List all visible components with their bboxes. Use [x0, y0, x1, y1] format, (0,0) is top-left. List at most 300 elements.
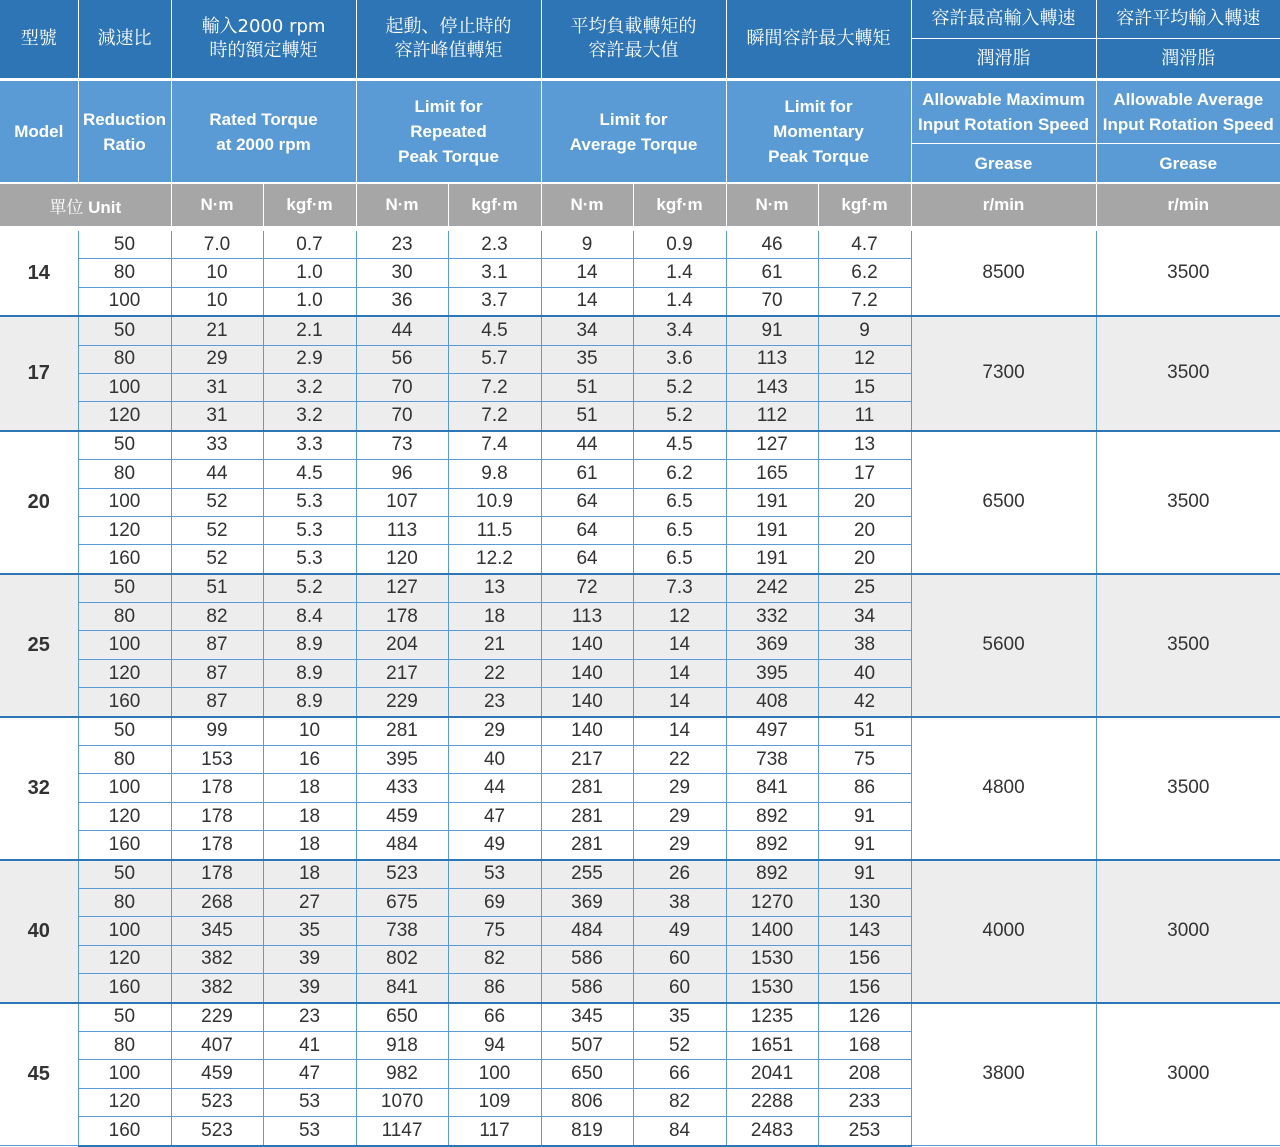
table-cell: 191	[726, 488, 818, 516]
table-cell: 12.2	[448, 545, 541, 574]
table-cell: 87	[171, 631, 263, 659]
en-avg-speed-header: Allowable Average Input Rotation Speed	[1096, 80, 1280, 144]
table-cell: 23	[263, 1003, 356, 1032]
unit-avg-speed: r/min	[1096, 183, 1280, 229]
unit-momentary-kgfm: kgf·m	[818, 183, 911, 229]
table-row	[0, 1003, 1280, 1032]
table-cell: 50	[78, 717, 171, 746]
max-speed-cell: 7300	[911, 316, 1096, 431]
table-cell: 86	[448, 974, 541, 1003]
table-cell: 47	[263, 1060, 356, 1088]
table-cell: 408	[726, 688, 818, 717]
table-cell: 52	[171, 545, 263, 574]
table-cell: 80	[78, 1031, 171, 1059]
table-cell: 586	[541, 974, 633, 1003]
table-cell: 918	[356, 1031, 448, 1059]
table-cell: 841	[726, 774, 818, 802]
table-cell: 497	[726, 717, 818, 746]
table-cell: 117	[448, 1117, 541, 1146]
table-cell: 178	[356, 603, 448, 631]
table-cell: 25	[818, 574, 911, 603]
avg-speed-cell: 3000	[1096, 860, 1280, 1003]
table-cell: 18	[263, 774, 356, 802]
en-grease-max: Grease	[911, 144, 1096, 184]
table-cell: 66	[633, 1060, 726, 1088]
table-cell: 15	[818, 373, 911, 401]
table-cell: 100	[78, 488, 171, 516]
unit-momentary-nm: N·m	[726, 183, 818, 229]
table-cell: 2288	[726, 1088, 818, 1116]
table-cell: 281	[541, 774, 633, 802]
table-cell: 7.2	[448, 373, 541, 401]
table-cell: 120	[78, 659, 171, 687]
table-cell: 13	[818, 431, 911, 460]
model-group	[0, 229, 1280, 317]
table-cell: 33	[171, 431, 263, 460]
table-cell: 34	[818, 603, 911, 631]
table-cell: 47	[448, 802, 541, 830]
zh-average-torque-header: 平均負載轉矩的 容許最大值	[541, 0, 726, 80]
table-cell: 5.2	[263, 574, 356, 603]
table-cell: 73	[356, 431, 448, 460]
table-cell: 127	[726, 431, 818, 460]
table-cell: 100	[78, 1060, 171, 1088]
table-cell: 1.4	[633, 259, 726, 287]
table-cell: 523	[171, 1088, 263, 1116]
table-cell: 70	[726, 287, 818, 316]
table-cell: 229	[171, 1003, 263, 1032]
table-cell: 140	[541, 717, 633, 746]
model-cell: 14	[0, 229, 78, 317]
table-cell: 6.5	[633, 516, 726, 544]
table-cell: 18	[263, 831, 356, 860]
table-cell: 113	[356, 516, 448, 544]
table-cell: 18	[263, 802, 356, 830]
table-cell: 82	[448, 945, 541, 973]
table-cell: 30	[356, 259, 448, 287]
table-cell: 91	[818, 831, 911, 860]
table-row	[0, 316, 1280, 345]
table-cell: 806	[541, 1088, 633, 1116]
table-cell: 1530	[726, 945, 818, 973]
table-cell: 50	[78, 1003, 171, 1032]
en-grease-avg: Grease	[1096, 144, 1280, 184]
table-cell: 160	[78, 1117, 171, 1146]
table-cell: 100	[78, 631, 171, 659]
table-cell: 80	[78, 460, 171, 488]
table-cell: 459	[356, 802, 448, 830]
max-speed-cell: 3800	[911, 1003, 1096, 1146]
table-cell: 50	[78, 316, 171, 345]
table-cell: 36	[356, 287, 448, 316]
table-cell: 6.5	[633, 545, 726, 574]
table-cell: 75	[448, 917, 541, 945]
table-cell: 369	[726, 631, 818, 659]
table-cell: 51	[541, 373, 633, 401]
table-row	[0, 574, 1280, 603]
table-cell: 17	[818, 460, 911, 488]
table-cell: 523	[356, 860, 448, 889]
table-cell: 7.3	[633, 574, 726, 603]
model-cell: 20	[0, 431, 78, 574]
zh-avg-speed-header: 容許平均輸入轉速	[1096, 0, 1280, 39]
table-cell: 82	[171, 603, 263, 631]
table-cell: 738	[726, 746, 818, 774]
table-cell: 16	[263, 746, 356, 774]
table-cell: 178	[171, 802, 263, 830]
model-group	[0, 431, 1280, 574]
en-momentary-torque-header: Limit for Momentary Peak Torque	[726, 80, 911, 184]
table-cell: 738	[356, 917, 448, 945]
en-peak-torque-header: Limit for Repeated Peak Torque	[356, 80, 541, 184]
table-cell: 100	[78, 373, 171, 401]
table-cell: 120	[78, 802, 171, 830]
table-cell: 5.3	[263, 545, 356, 574]
table-cell: 12	[818, 345, 911, 373]
table-cell: 586	[541, 945, 633, 973]
table-cell: 5.2	[633, 402, 726, 431]
table-cell: 1270	[726, 888, 818, 916]
table-cell: 12	[633, 603, 726, 631]
table-cell: 10	[171, 259, 263, 287]
zh-grease-max: 潤滑脂	[911, 39, 1096, 80]
table-cell: 91	[726, 316, 818, 345]
table-cell: 3.1	[448, 259, 541, 287]
table-cell: 281	[541, 802, 633, 830]
table-cell: 23	[448, 688, 541, 717]
table-cell: 80	[78, 603, 171, 631]
max-speed-cell: 4800	[911, 717, 1096, 860]
table-cell: 41	[263, 1031, 356, 1059]
table-cell: 5.3	[263, 488, 356, 516]
table-cell: 42	[818, 688, 911, 717]
table-cell: 802	[356, 945, 448, 973]
table-cell: 52	[171, 488, 263, 516]
table-cell: 160	[78, 831, 171, 860]
table-cell: 9	[541, 229, 633, 259]
table-cell: 1651	[726, 1031, 818, 1059]
table-cell: 29	[171, 345, 263, 373]
table-cell: 14	[633, 659, 726, 687]
unit-label: 單位 Unit	[0, 183, 171, 229]
unit-peak-kgfm: kgf·m	[448, 183, 541, 229]
table-cell: 40	[448, 746, 541, 774]
table-cell: 29	[448, 717, 541, 746]
table-cell: 69	[448, 888, 541, 916]
table-cell: 31	[171, 373, 263, 401]
max-speed-cell: 4000	[911, 860, 1096, 1003]
table-cell: 113	[541, 603, 633, 631]
table-cell: 20	[818, 516, 911, 544]
table-cell: 18	[448, 603, 541, 631]
table-cell: 3.6	[633, 345, 726, 373]
table-cell: 242	[726, 574, 818, 603]
table-cell: 7.0	[171, 229, 263, 259]
table-cell: 1147	[356, 1117, 448, 1146]
table-cell: 50	[78, 229, 171, 259]
table-cell: 26	[633, 860, 726, 889]
table-cell: 892	[726, 831, 818, 860]
table-cell: 3.3	[263, 431, 356, 460]
table-cell: 61	[726, 259, 818, 287]
table-cell: 5.7	[448, 345, 541, 373]
table-cell: 64	[541, 545, 633, 574]
zh-rated-torque-header: 輸入2000 rpm 時的額定轉矩	[171, 0, 356, 80]
table-cell: 80	[78, 259, 171, 287]
table-cell: 650	[541, 1060, 633, 1088]
table-cell: 407	[171, 1031, 263, 1059]
table-cell: 143	[726, 373, 818, 401]
table-cell: 4.7	[818, 229, 911, 259]
model-cell: 25	[0, 574, 78, 717]
model-group	[0, 717, 1280, 860]
zh-ratio-header: 減速比	[78, 0, 171, 80]
table-cell: 100	[78, 287, 171, 316]
table-cell: 1.4	[633, 287, 726, 316]
table-cell: 21	[171, 316, 263, 345]
table-cell: 10	[263, 717, 356, 746]
table-cell: 2.9	[263, 345, 356, 373]
avg-speed-cell: 3500	[1096, 431, 1280, 574]
table-cell: 91	[818, 802, 911, 830]
table-cell: 160	[78, 545, 171, 574]
table-cell: 107	[356, 488, 448, 516]
en-max-speed-header: Allowable Maximum Input Rotation Speed	[911, 80, 1096, 144]
table-cell: 120	[356, 545, 448, 574]
table-cell: 60	[633, 974, 726, 1003]
table-cell: 13	[448, 574, 541, 603]
table-cell: 4.5	[633, 431, 726, 460]
table-cell: 156	[818, 945, 911, 973]
zh-momentary-torque-header: 瞬間容許最大轉矩	[726, 0, 911, 80]
table-cell: 153	[171, 746, 263, 774]
unit-avg-kgfm: kgf·m	[633, 183, 726, 229]
table-cell: 160	[78, 688, 171, 717]
unit-rated-kgfm: kgf·m	[263, 183, 356, 229]
table-cell: 56	[356, 345, 448, 373]
table-cell: 14	[633, 717, 726, 746]
table-cell: 44	[171, 460, 263, 488]
table-cell: 72	[541, 574, 633, 603]
table-cell: 1400	[726, 917, 818, 945]
table-cell: 178	[171, 831, 263, 860]
table-row	[0, 431, 1280, 460]
table-cell: 130	[818, 888, 911, 916]
table-cell: 8.9	[263, 631, 356, 659]
table-cell: 208	[818, 1060, 911, 1088]
unit-max-speed: r/min	[911, 183, 1096, 229]
table-cell: 44	[448, 774, 541, 802]
table-cell: 1.0	[263, 259, 356, 287]
table-cell: 982	[356, 1060, 448, 1088]
table-cell: 84	[633, 1117, 726, 1146]
table-cell: 99	[171, 717, 263, 746]
avg-speed-cell: 3500	[1096, 316, 1280, 431]
table-cell: 31	[171, 402, 263, 431]
table-cell: 52	[633, 1031, 726, 1059]
table-cell: 120	[78, 402, 171, 431]
table-cell: 120	[78, 516, 171, 544]
table-cell: 395	[356, 746, 448, 774]
table-cell: 9	[818, 316, 911, 345]
table-cell: 382	[171, 945, 263, 973]
table-cell: 140	[541, 688, 633, 717]
unit-peak-nm: N·m	[356, 183, 448, 229]
table-cell: 191	[726, 545, 818, 574]
table-cell: 66	[448, 1003, 541, 1032]
table-cell: 345	[171, 917, 263, 945]
table-cell: 7.2	[818, 287, 911, 316]
table-cell: 2.1	[263, 316, 356, 345]
model-group	[0, 574, 1280, 717]
table-cell: 11.5	[448, 516, 541, 544]
table-cell: 4.5	[448, 316, 541, 345]
table-cell: 109	[448, 1088, 541, 1116]
zh-peak-torque-header: 起動、停止時的 容許峰值轉矩	[356, 0, 541, 80]
table-cell: 507	[541, 1031, 633, 1059]
table-cell: 268	[171, 888, 263, 916]
en-model-header: Model	[0, 80, 78, 184]
table-cell: 433	[356, 774, 448, 802]
table-cell: 50	[78, 860, 171, 889]
model-group	[0, 860, 1280, 1003]
table-cell: 8.9	[263, 659, 356, 687]
table-cell: 892	[726, 802, 818, 830]
table-cell: 3.2	[263, 402, 356, 431]
en-average-torque-header: Limit for Average Torque	[541, 80, 726, 184]
table-cell: 120	[78, 1088, 171, 1116]
table-cell: 2483	[726, 1117, 818, 1146]
table-row	[0, 229, 1280, 259]
zh-header-row	[0, 0, 1280, 39]
table-cell: 100	[78, 774, 171, 802]
model-cell: 32	[0, 717, 78, 860]
table-cell: 0.9	[633, 229, 726, 259]
table-cell: 0.7	[263, 229, 356, 259]
table-cell: 50	[78, 574, 171, 603]
table-cell: 60	[633, 945, 726, 973]
table-cell: 5.3	[263, 516, 356, 544]
table-cell: 86	[818, 774, 911, 802]
table-cell: 35	[541, 345, 633, 373]
table-cell: 841	[356, 974, 448, 1003]
table-cell: 22	[448, 659, 541, 687]
table-cell: 2041	[726, 1060, 818, 1088]
en-ratio-header: Reduction Ratio	[78, 80, 171, 184]
table-cell: 80	[78, 746, 171, 774]
table-cell: 156	[818, 974, 911, 1003]
table-cell: 87	[171, 659, 263, 687]
table-cell: 3.7	[448, 287, 541, 316]
model-cell: 17	[0, 316, 78, 431]
table-cell: 50	[78, 431, 171, 460]
table-cell: 46	[726, 229, 818, 259]
table-cell: 8.4	[263, 603, 356, 631]
zh-max-speed-header: 容許最高輸入轉速	[911, 0, 1096, 39]
table-cell: 44	[541, 431, 633, 460]
table-cell: 29	[633, 774, 726, 802]
max-speed-cell: 8500	[911, 229, 1096, 317]
table-cell: 35	[633, 1003, 726, 1032]
table-cell: 14	[633, 688, 726, 717]
table-cell: 22	[633, 746, 726, 774]
table-cell: 459	[171, 1060, 263, 1088]
en-rated-torque-header: Rated Torque at 2000 rpm	[171, 80, 356, 184]
table-cell: 892	[726, 860, 818, 889]
table-cell: 281	[541, 831, 633, 860]
table-cell: 70	[356, 402, 448, 431]
table-cell: 23	[356, 229, 448, 259]
table-cell: 100	[448, 1060, 541, 1088]
model-group	[0, 1003, 1280, 1146]
table-cell: 8.9	[263, 688, 356, 717]
table-cell: 39	[263, 945, 356, 973]
avg-speed-cell: 3500	[1096, 717, 1280, 860]
avg-speed-cell: 3000	[1096, 1003, 1280, 1146]
table-cell: 34	[541, 316, 633, 345]
table-cell: 75	[818, 746, 911, 774]
table-cell: 87	[171, 688, 263, 717]
table-cell: 14	[633, 631, 726, 659]
table-cell: 61	[541, 460, 633, 488]
table-cell: 204	[356, 631, 448, 659]
table-cell: 53	[263, 1088, 356, 1116]
avg-speed-cell: 3500	[1096, 229, 1280, 317]
table-cell: 27	[263, 888, 356, 916]
model-group	[0, 316, 1280, 431]
table-cell: 675	[356, 888, 448, 916]
table-cell: 126	[818, 1003, 911, 1032]
table-cell: 382	[171, 974, 263, 1003]
table-cell: 7.2	[448, 402, 541, 431]
table-cell: 168	[818, 1031, 911, 1059]
table-cell: 94	[448, 1031, 541, 1059]
table-cell: 9.8	[448, 460, 541, 488]
table-cell: 11	[818, 402, 911, 431]
table-cell: 64	[541, 516, 633, 544]
table-cell: 20	[818, 545, 911, 574]
table-cell: 217	[356, 659, 448, 687]
table-cell: 143	[818, 917, 911, 945]
table-cell: 484	[356, 831, 448, 860]
max-speed-cell: 6500	[911, 431, 1096, 574]
table-cell: 14	[541, 259, 633, 287]
table-cell: 82	[633, 1088, 726, 1116]
table-cell: 18	[263, 860, 356, 889]
table-cell: 40	[818, 659, 911, 687]
unit-row	[0, 183, 1280, 229]
table-cell: 6.5	[633, 488, 726, 516]
table-cell: 44	[356, 316, 448, 345]
table-cell: 1070	[356, 1088, 448, 1116]
table-cell: 484	[541, 917, 633, 945]
zh-grease-avg: 潤滑脂	[1096, 39, 1280, 80]
table-cell: 52	[171, 516, 263, 544]
table-cell: 191	[726, 516, 818, 544]
table-cell: 6.2	[818, 259, 911, 287]
table-cell: 21	[448, 631, 541, 659]
table-cell: 51	[171, 574, 263, 603]
table-cell: 10.9	[448, 488, 541, 516]
model-cell: 40	[0, 860, 78, 1003]
table-cell: 5.2	[633, 373, 726, 401]
table-cell: 49	[633, 917, 726, 945]
table-cell: 100	[78, 917, 171, 945]
table-cell: 255	[541, 860, 633, 889]
table-cell: 14	[541, 287, 633, 316]
table-cell: 229	[356, 688, 448, 717]
table-cell: 35	[263, 917, 356, 945]
